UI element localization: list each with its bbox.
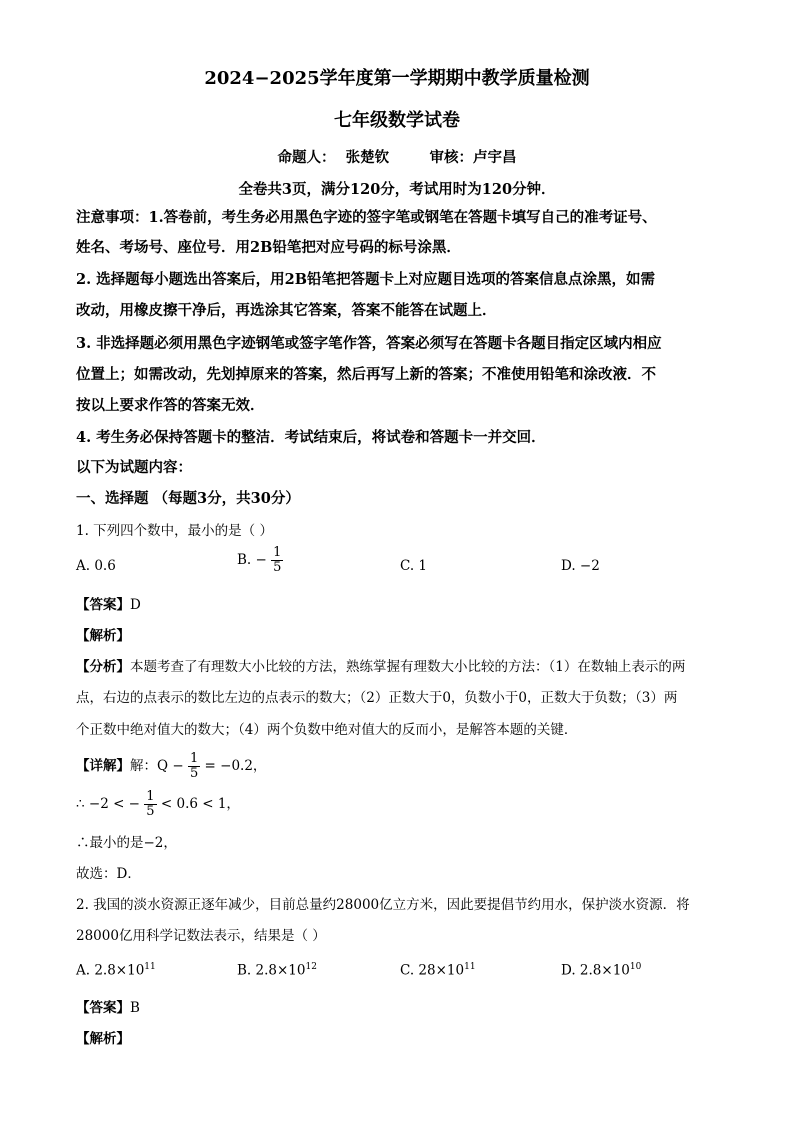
- option-a-exponent: 11: [144, 962, 156, 972]
- q2-stem-line-1: 2. 我国的淡水资源正逐年减少，目前总量约28000亿立方米，因此要提倡节约用水，保护淡水资源．将: [76, 897, 690, 913]
- q1-detail-line-1: [76, 748, 266, 784]
- q2-stem-line-2: 28000亿用科学记数法表示，结果是（ ）: [76, 928, 326, 944]
- author-label: 命题人：: [277, 149, 336, 166]
- q1-answer: [76, 595, 141, 615]
- detail-1-pre: 解：Q −: [130, 758, 184, 774]
- q2-analysis-tag: 【解析】: [76, 1031, 130, 1047]
- q1-fenxi-line-2: 点，右边的点表示的数比左边的点表示的数大；（2）正数大于0，负数小于0，正数大于负数；（3）两: [76, 690, 678, 706]
- notice-line-8: 4. 考生务必保持答题卡的整洁．考试结束后，将试卷和答题卡一并交回．: [76, 429, 546, 446]
- detail-2-fraction: [144, 790, 156, 819]
- reviewer-name: 卢宇昌: [473, 149, 517, 166]
- detail-tag: 【详解】: [76, 758, 130, 774]
- fraction-numerator: 1: [189, 751, 199, 766]
- section-heading: 一、选择题 （每题3分，共30分）: [76, 490, 300, 507]
- q2-option-d: [561, 962, 641, 979]
- notice-line-2: 姓名、考场号、座位号．用2B铅笔把对应号码的标号涂黑．: [76, 239, 461, 256]
- option-d-exponent: 10: [629, 962, 642, 972]
- fraction-denominator: 5: [273, 560, 282, 575]
- option-a-base: A. 2.8×10: [76, 962, 145, 979]
- q1-analysis-tag: 【解析】: [76, 628, 130, 644]
- option-b-base: B. 2.8×10: [237, 962, 306, 979]
- fenxi-text-1: 本题考查了有理数大小比较的方法，熟练掌握有理数大小比较的方法：（1）在数轴上表示的两: [130, 659, 686, 675]
- q1-detail-line-2: [76, 786, 240, 822]
- detail-2-pre: ∴ −2 < −: [76, 796, 140, 812]
- notice-line-7: 按以上要求作答的答案无效．: [76, 397, 265, 414]
- fraction-denominator: 5: [189, 766, 199, 781]
- exam-info: 全卷共3页，满分120分，考试用时为120分钟．: [238, 181, 556, 198]
- notice-line-5: 3. 非选择题必须用黑色字迹钢笔或签字笔作答，答案必须写在答题卡各题目指定区域内相应: [76, 335, 662, 352]
- q2-option-b: [237, 962, 317, 979]
- q1-option-a: A. 0.6: [76, 558, 116, 574]
- q2-answer: [76, 998, 140, 1018]
- fenxi-tag: 【分析】: [76, 659, 130, 675]
- q1-option-b: [237, 546, 283, 575]
- notice-line-3: 2. 选择题每小题选出答案后，用2B铅笔把答题卡上对应题目选项的答案信息点涂黑，如需: [76, 271, 656, 288]
- q2-option-c: [400, 962, 476, 979]
- q1-option-d: D. −2: [561, 558, 600, 574]
- exam-title: 2024−2025学年度第一学期期中教学质量检测: [204, 68, 590, 89]
- answer-tag: 【答案】: [76, 597, 130, 613]
- fraction-numerator: 1: [146, 789, 155, 804]
- q2-option-a: [76, 962, 156, 979]
- option-d-base: D. 2.8×10: [561, 962, 630, 979]
- detail-2-post: < 0.6 < 1，: [160, 796, 240, 812]
- answer-tag: 【答案】: [76, 1000, 130, 1016]
- notice-line-1: 注意事项：1.答卷前，考生务必用黑色字迹的签字笔或钢笔在答题卡填写自己的准考证号、: [76, 209, 657, 226]
- q1-fenxi-line-3: 个正数中绝对值大的数大；（4）两个负数中绝对值大的反而小，是解答本题的关键．: [76, 722, 578, 738]
- q1-detail-line-3: ∴最小的是−2，: [76, 835, 177, 851]
- answer-value: D: [130, 597, 141, 613]
- answer-value: B: [130, 1000, 140, 1016]
- q1-fenxi-line-1: [76, 657, 685, 677]
- option-c-exponent: 11: [464, 962, 476, 972]
- fraction-denominator: 5: [146, 804, 155, 819]
- fraction-numerator: 1: [273, 545, 282, 560]
- q1-option-b-prefix: B. −: [237, 552, 267, 568]
- notice-line-6: 位置上；如需改动，先划掉原来的答案，然后再写上新的答案；不准使用铅笔和涂改液．不: [76, 366, 656, 383]
- detail-1-fraction: [188, 752, 200, 781]
- q1-stem: 1. 下列四个数中，最小的是（ ）: [76, 523, 273, 539]
- exam-subtitle: 七年级数学试卷: [334, 110, 460, 131]
- reviewer-label: 审核：: [429, 149, 473, 166]
- notice-line-4: 改动，用橡皮擦干净后，再选涂其它答案，答案不能答在试题上．: [76, 302, 497, 319]
- author-name: 张楚钦: [345, 149, 390, 166]
- notice-line-9: 以下为试题内容：: [76, 459, 192, 476]
- option-c-base: C. 28×10: [400, 962, 465, 979]
- q1-option-c: C. 1: [400, 558, 428, 574]
- author-line: [0, 146, 794, 167]
- q1-option-b-fraction: [271, 546, 283, 575]
- option-b-exponent: 12: [305, 962, 317, 972]
- detail-1-post: = −0.2，: [204, 758, 267, 774]
- q1-detail-line-4: 故选：D．: [76, 866, 141, 882]
